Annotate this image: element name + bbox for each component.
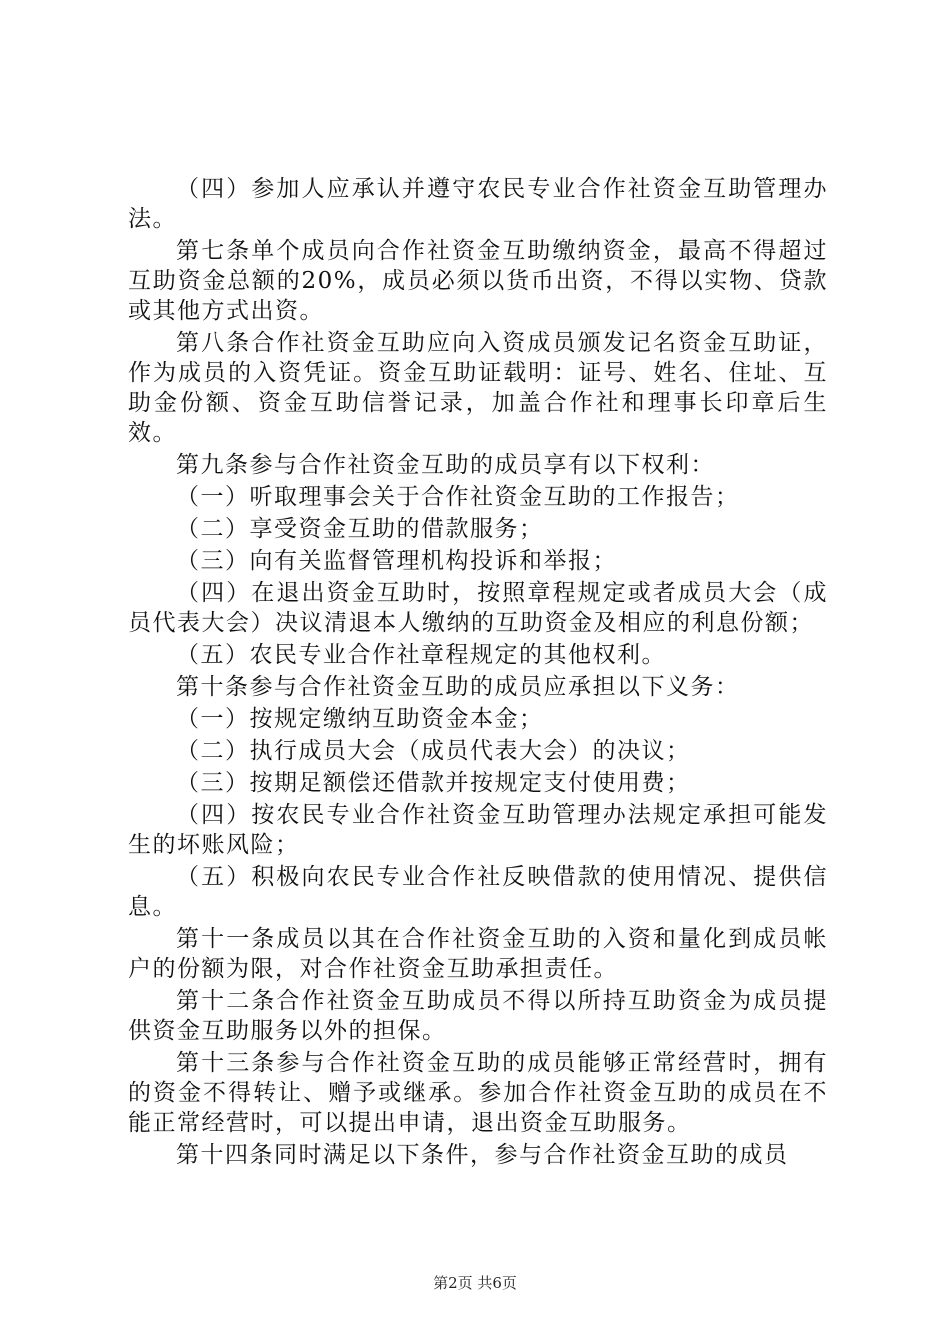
list-item: （五）积极向农民专业合作社反映借款的使用情况、提供信息。 xyxy=(128,864,828,920)
list-item: （三）按期足额偿还借款并按规定支付使用费； xyxy=(176,770,691,796)
paragraph: 第十二条合作社资金互助成员不得以所持互助资金为成员提供资金互助服务以外的担保。 xyxy=(128,988,828,1044)
list-item: （二）享受资金互助的借款服务； xyxy=(176,516,544,542)
list-item: （三）向有关监督管理机构投诉和举报； xyxy=(176,548,617,574)
list-item: （二）执行成员大会（成员代表大会）的决议； xyxy=(176,738,691,764)
list-item: （四）在退出资金互助时，按照章程规定或者成员大会（成员代表大会）决议清退本人缴纳的互助资金及相应的利息份额； xyxy=(128,580,828,636)
list-item: （四）按农民专业合作社资金互助管理办法规定承担可能发生的坏账风险； xyxy=(128,802,828,858)
paragraph: 第九条参与合作社资金互助的成员享有以下权利： xyxy=(176,452,715,478)
paragraph: 第十三条参与合作社资金互助的成员能够正常经营时，拥有的资金不得转让、赠予或继承。参加合作社资金互助的成员在不能正常经营时，可以提出申请，退出资金互助服务。 xyxy=(128,1050,828,1136)
list-item: （一）听取理事会关于合作社资金互助的工作报告； xyxy=(176,484,740,510)
page-number-footer: 第2页 共6页 xyxy=(433,1274,517,1292)
paragraph: 第十一条成员以其在合作社资金互助的入资和量化到成员帐户的份额为限，对合作社资金互助承担责任。 xyxy=(128,926,828,982)
list-item: （五）农民专业合作社章程规定的其他权利。 xyxy=(176,642,666,668)
list-item: （一）按规定缴纳互助资金本金； xyxy=(176,706,544,732)
document-body xyxy=(128,174,828,1172)
paragraph: 第十条参与合作社资金互助的成员应承担以下义务： xyxy=(176,674,740,700)
paragraph: 第七条单个成员向合作社资金互助缴纳资金，最高不得超过互助资金总额的20%，成员必须以货币出资，不得以实物、贷款或其他方式出资。 xyxy=(128,238,828,324)
paragraph: （四）参加人应承认并遵守农民专业合作社资金互助管理办法。 xyxy=(128,176,828,232)
paragraph: 第八条合作社资金互助应向入资成员颁发记名资金互助证，作为成员的入资凭证。资金互助证载明：证号、姓名、住址、互助金份额、资金互助信誉记录，加盖合作社和理事长印章后生效。 xyxy=(128,330,828,446)
paragraph: 第十四条同时满足以下条件，参与合作社资金互助的成员 xyxy=(176,1142,789,1168)
